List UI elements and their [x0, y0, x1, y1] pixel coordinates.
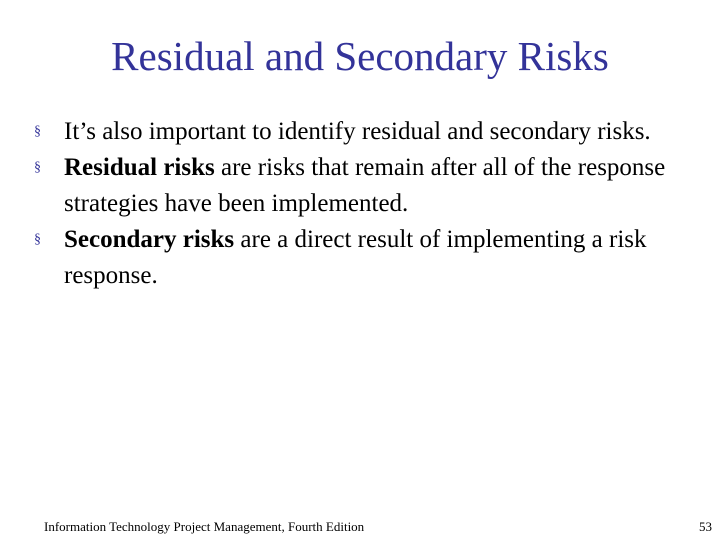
bullet-text: It’s also important to identify residual and secondary risks. — [64, 118, 651, 145]
page-number: 53 — [699, 519, 712, 534]
slide-footer: Information Technology Project Management, Fourth Edition — [44, 519, 365, 534]
bullet-item-secondary-risks — [34, 222, 694, 294]
square-bullet-icon: § — [34, 124, 41, 139]
square-bullet-icon: § — [34, 160, 41, 175]
bullet-list — [34, 114, 694, 294]
bullet-text: are a direct result of implementing a risk response. — [64, 226, 647, 289]
slide-title: Residual and Secondary Risks — [111, 33, 609, 79]
bullet-item-residual-risks — [34, 150, 694, 222]
bullet-text: are risks that remain after all of the response strategies have been implemented. — [64, 154, 666, 217]
bullet-bold-text: Residual risks — [64, 154, 215, 181]
bullet-item-identify — [34, 114, 694, 150]
bullet-bold-text: Secondary risks — [64, 226, 235, 253]
square-bullet-icon: § — [34, 232, 41, 247]
